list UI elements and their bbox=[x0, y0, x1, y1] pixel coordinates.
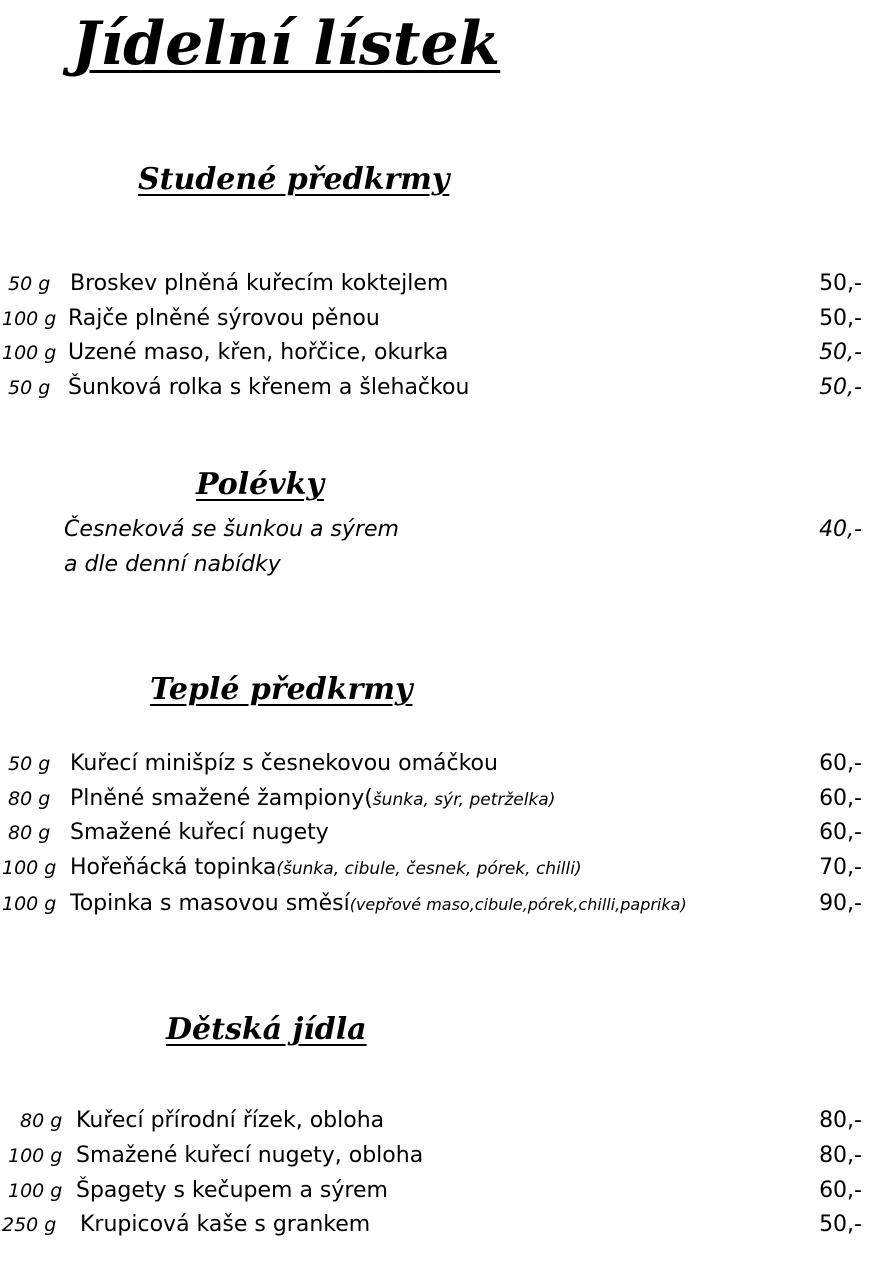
menu-item bbox=[0, 514, 879, 548]
item-price: 40,- bbox=[819, 517, 862, 542]
menu-item bbox=[0, 1175, 879, 1209]
item-name: Kuřecí minišpíz s česnekovou omáčkou bbox=[70, 751, 498, 776]
section-heading-kids-meals: Dětská jídla bbox=[166, 1012, 367, 1047]
item-name: Krupicová kaše s grankem bbox=[80, 1212, 371, 1237]
item-name: Uzené maso, křen, hořčice, okurka bbox=[68, 340, 449, 365]
item-name: Rajče plněné sýrovou pěnou bbox=[68, 306, 380, 331]
item-weight: 80 g bbox=[20, 1110, 63, 1132]
item-name: Broskev plněná kuřecím koktejlem bbox=[70, 271, 449, 296]
item-name: Kuřecí přírodní řízek, obloha bbox=[76, 1108, 385, 1133]
item-weight: 100 g bbox=[8, 1145, 63, 1167]
menu-item bbox=[0, 817, 879, 851]
menu-item bbox=[0, 1105, 879, 1139]
item-weight: 80 g bbox=[8, 822, 51, 844]
item-name bbox=[70, 785, 555, 814]
section-heading-warm-starters: Teplé předkrmy bbox=[150, 672, 413, 707]
item-weight: 50 g bbox=[8, 273, 51, 295]
item-name: Česneková se šunkou a sýrem bbox=[64, 517, 399, 542]
item-price: 80,- bbox=[819, 1143, 862, 1168]
item-weight: 50 g bbox=[8, 377, 51, 399]
item-price: 60,- bbox=[819, 1178, 862, 1203]
item-price: 50,- bbox=[819, 271, 862, 296]
menu-item bbox=[0, 888, 879, 922]
item-price: 90,- bbox=[819, 891, 862, 916]
menu-item bbox=[0, 1209, 879, 1243]
section-heading-soups: Polévky bbox=[196, 467, 324, 502]
item-weight: 100 g bbox=[8, 1180, 63, 1202]
item-note: šunka, sýr, petrželka) bbox=[372, 790, 556, 810]
item-price: 60,- bbox=[819, 751, 862, 776]
menu-item bbox=[0, 372, 879, 406]
item-weight: 250 g bbox=[2, 1214, 57, 1236]
item-name-text: Topinka s masovou směsí bbox=[70, 891, 350, 916]
item-weight: 50 g bbox=[8, 753, 51, 775]
item-weight: 80 g bbox=[8, 788, 51, 810]
item-weight: 100 g bbox=[2, 857, 57, 879]
section-heading-cold-starters: Studené předkrmy bbox=[138, 162, 450, 197]
item-name: Smažené kuřecí nugety bbox=[70, 820, 329, 845]
item-price: 60,- bbox=[819, 820, 862, 845]
item-weight: 100 g bbox=[2, 342, 57, 364]
menu-item bbox=[0, 337, 879, 371]
item-name: Smažené kuřecí nugety, obloha bbox=[76, 1143, 424, 1168]
item-name bbox=[70, 854, 582, 883]
item-name: Špagety s kečupem a sýrem bbox=[76, 1178, 388, 1203]
item-price: 50,- bbox=[819, 1212, 862, 1237]
item-price: 50,- bbox=[819, 306, 862, 331]
item-weight: 100 g bbox=[2, 893, 57, 915]
item-price: 60,- bbox=[819, 786, 862, 811]
menu-item bbox=[0, 783, 879, 817]
menu-item bbox=[0, 1140, 879, 1174]
menu-item bbox=[0, 303, 879, 337]
item-name-text: Hořeňácká topinka bbox=[70, 855, 277, 880]
item-note: (vepřové maso,cibule,pórek,chilli,paprika) bbox=[349, 895, 687, 914]
menu-title: Jídelní lístek bbox=[72, 9, 501, 79]
item-name: a dle denní nabídky bbox=[64, 552, 281, 577]
menu-item bbox=[0, 549, 879, 583]
menu-item bbox=[0, 852, 879, 886]
menu-item bbox=[0, 268, 879, 302]
item-price: 70,- bbox=[819, 855, 862, 880]
item-name bbox=[70, 890, 687, 919]
menu-item bbox=[0, 748, 879, 782]
item-price: 50,- bbox=[819, 340, 862, 365]
item-note: (šunka, cibule, česnek, pórek, chilli) bbox=[276, 859, 582, 879]
item-price: 50,- bbox=[819, 375, 862, 400]
item-name-text: Plněné smažené žampiony( bbox=[70, 786, 373, 811]
item-price: 80,- bbox=[819, 1108, 862, 1133]
item-weight: 100 g bbox=[2, 308, 57, 330]
item-name: Šunková rolka s křenem a šlehačkou bbox=[68, 375, 470, 400]
